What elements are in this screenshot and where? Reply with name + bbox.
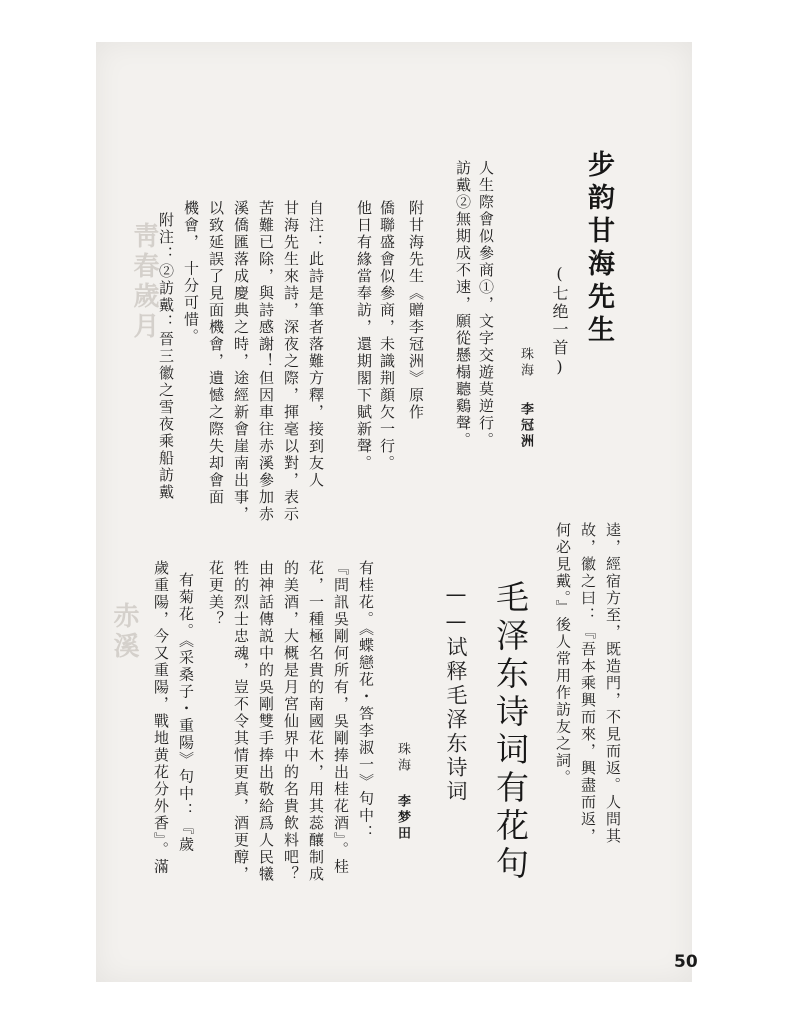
annotation-line: 逵，經宿方至，既造門，不見而返。人問其 [604,522,622,845]
attached-line: 他日有緣當奉訪，還期閣下賦新聲。 [355,200,373,472]
poem-subtitle: (七绝一首) [550,264,569,378]
self-note-line: 以致延誤了見面機會，遺憾之際失却會面 [207,200,225,506]
bleed-through-decoration: 靑春歲月 [129,222,159,342]
annotation-line: 何必見戴。』後人常用作訪友之詞。 [554,522,572,787]
article-title: 毛泽东诗词有花句 [491,580,530,884]
bleed-through-decoration: 赤溪 [109,602,139,662]
article-body-line: 由神話傳説中的吳剛雙手捧出敬給爲人民犧 [257,560,275,883]
article-author: 李梦田 [395,794,410,842]
annotation-line: 故，徽之曰：『吾本乘興而來，興盡而返， [579,522,597,845]
article-body-line: 有菊花。《采桑子・重陽》句中：『歲 [177,572,195,854]
book-page [96,42,698,982]
attached-line: 僑聯盛會似參商，未識荆顔欠一行。 [378,200,396,472]
self-note-line: 溪僑匯落成慶典之時，途經新會崖南出事， [232,200,250,523]
self-note-line: 苦難已除，與詩感謝！但因車往赤溪參加赤 [257,200,275,523]
article-body-line: 的美酒，大概是月宮仙界中的名貴飲料吧？ [282,560,300,883]
article-body-line: 歲重陽，今又重陽，戰地黄花分外香』。滿 [152,560,170,876]
poem-location: 珠海 [518,347,533,379]
article-subtitle: ——试释毛泽东诗词 [444,582,468,804]
article-body-line: 『問訊吳剛何所有，吳剛捧出桂花酒』。桂 [332,560,350,876]
attached-heading: 附甘海先生《贈李冠洲》原作 [407,200,425,421]
self-note-line: 機會， 十分可惜。 [182,200,200,346]
self-note-line: 甘海先生來詩，深夜之際，揮毫以對，表示 [282,200,300,523]
poem-line: 訪戴②無期成不速，願從懸榻聽鷄聲。 [454,160,472,449]
self-note-line: 自注：此詩是筆者落難方釋，接到友人 [307,200,325,489]
poem-title: 步韵甘海先生 [583,150,614,348]
article-body-line: 花，一種極名貴的南國花木，用其蕊釀制成 [307,560,325,883]
poem-line: 人生際會似參商①，文字交遊莫逆行。 [477,160,495,449]
poem-author: 李冠洲 [518,402,533,450]
article-body-line: 花更美？ [207,560,225,628]
article-body-line: 牲的烈士忠魂，豈不令其情更真，酒更醇， [232,560,250,883]
page-number: 50 [674,952,698,972]
article-location: 珠海 [395,742,410,774]
annotation-line: 附注：②訪戴：晉三徽之雪夜乘船訪戴 [157,212,175,501]
article-body-line: 有桂花。《蝶戀花・答李淑一》句中： [357,560,375,842]
